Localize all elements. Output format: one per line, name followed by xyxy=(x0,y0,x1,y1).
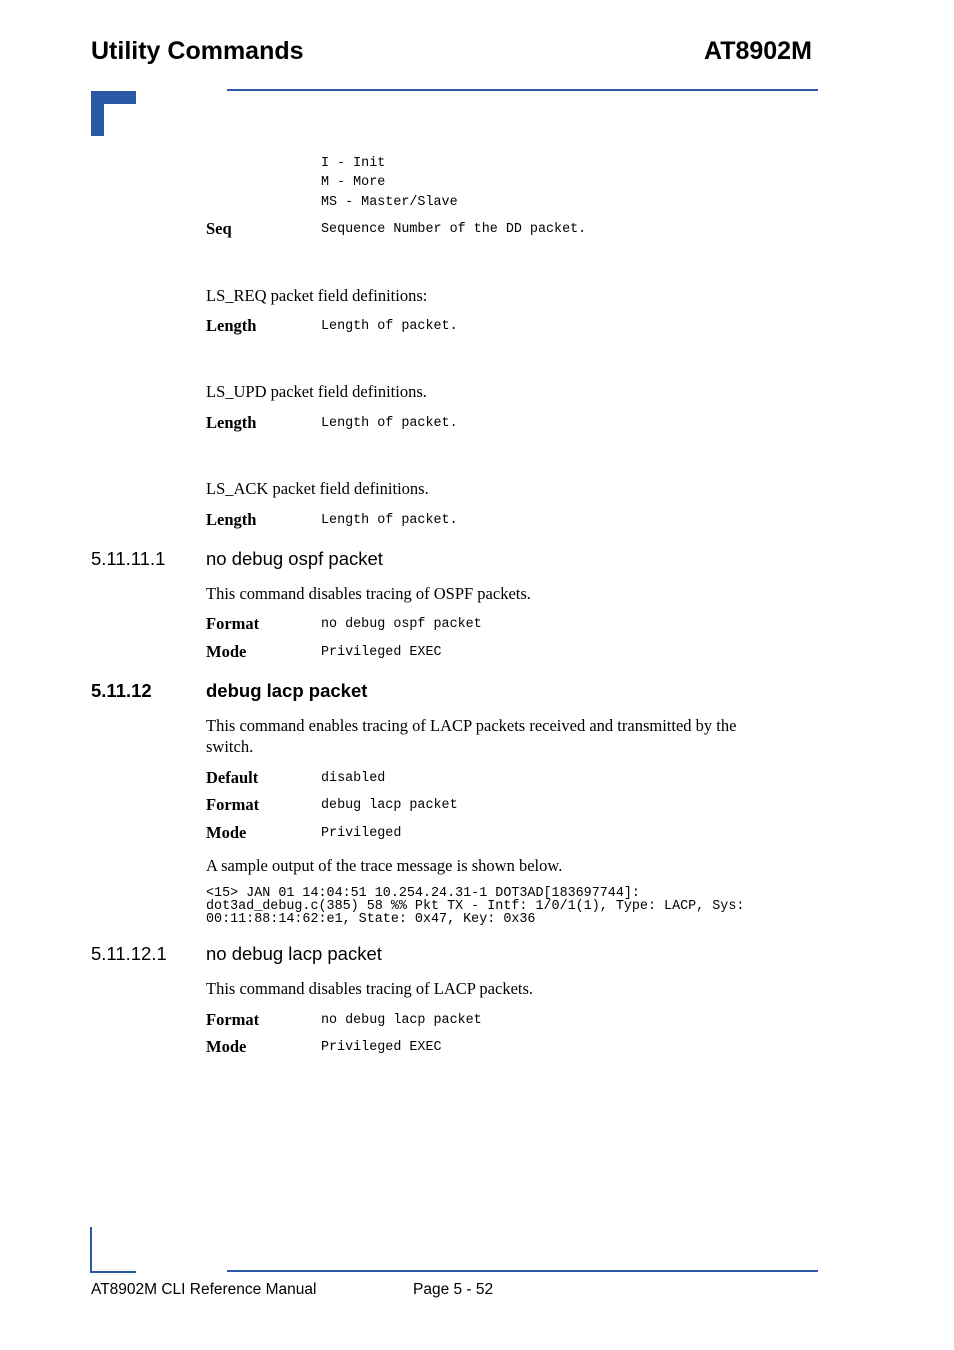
ls-req-intro: LS_REQ packet field definitions: xyxy=(206,286,428,305)
lacp-sample-line-1: <15> JAN 01 14:04:51 10.254.24.31-1 DOT3AD[183697744]: xyxy=(206,886,640,901)
section-number-5-11-12: 5.11.12 xyxy=(91,680,152,701)
no-ospf-description: This command disables tracing of OSPF packets. xyxy=(206,584,531,603)
header-rule xyxy=(227,89,818,91)
no-lacp-description: This command disables tracing of LACP packets. xyxy=(206,979,534,998)
lacp-format-label: Format xyxy=(206,795,260,814)
lacp-mode-label: Mode xyxy=(206,823,247,842)
no-lacp-format-label: Format xyxy=(206,1010,260,1029)
no-lacp-mode-label: Mode xyxy=(206,1037,247,1056)
footer-manual-title: AT8902M CLI Reference Manual xyxy=(91,1281,317,1298)
header-left-title: Utility Commands xyxy=(91,37,304,65)
lacp-sample-line-3: 00:11:88:14:62:e1, State: 0x47, Key: 0x36 xyxy=(206,912,536,927)
section-title-debug-lacp: debug lacp packet xyxy=(206,680,368,701)
code-line-more: M - More xyxy=(321,175,386,190)
section-title-no-debug-ospf: no debug ospf packet xyxy=(206,548,383,569)
corner-bracket-bottom xyxy=(90,1227,136,1273)
lacp-default-value: disabled xyxy=(321,771,386,786)
section-title-no-debug-lacp: no debug lacp packet xyxy=(206,943,382,964)
ls-req-length-label: Length xyxy=(206,316,257,335)
header-right-title: AT8902M xyxy=(704,37,812,65)
seq-label: Seq xyxy=(206,219,232,238)
code-line-init: I - Init xyxy=(321,156,386,171)
no-ospf-format-value: no debug ospf packet xyxy=(321,617,482,632)
footer-page-number: Page 5 - 52 xyxy=(413,1281,494,1298)
lacp-mode-value: Privileged xyxy=(321,826,402,841)
code-line-master-slave: MS - Master/Slave xyxy=(321,195,458,210)
corner-bracket-top xyxy=(91,91,136,136)
seq-value: Sequence Number of the DD packet. xyxy=(321,222,587,237)
lacp-default-label: Default xyxy=(206,768,259,787)
ls-ack-length-value: Length of packet. xyxy=(321,513,458,528)
lacp-description-line2: switch. xyxy=(206,737,254,756)
ls-ack-length-label: Length xyxy=(206,510,257,529)
no-lacp-mode-value: Privileged EXEC xyxy=(321,1040,442,1055)
lacp-sample-intro: A sample output of the trace message is shown below. xyxy=(206,856,563,875)
lacp-description-line1: This command enables tracing of LACP packets received and transmitted by the xyxy=(206,716,737,735)
ls-upd-length-value: Length of packet. xyxy=(321,416,458,431)
no-ospf-mode-label: Mode xyxy=(206,642,247,661)
no-ospf-mode-value: Privileged EXEC xyxy=(321,645,442,660)
lacp-sample-line-2: dot3ad_debug.c(385) 58 %% Pkt TX - Intf: 1/0/1(1), Type: LACP, Sys: xyxy=(206,899,745,914)
section-number-5-11-12-1: 5.11.12.1 xyxy=(91,943,167,964)
lacp-format-value: debug lacp packet xyxy=(321,798,458,813)
no-ospf-format-label: Format xyxy=(206,614,260,633)
footer-rule xyxy=(227,1270,818,1272)
ls-req-length-value: Length of packet. xyxy=(321,319,458,334)
ls-ack-intro: LS_ACK packet field definitions. xyxy=(206,479,429,498)
ls-upd-length-label: Length xyxy=(206,413,257,432)
ls-upd-intro: LS_UPD packet field definitions. xyxy=(206,382,427,401)
no-lacp-format-value: no debug lacp packet xyxy=(321,1013,482,1028)
section-number-5-11-11-1: 5.11.11.1 xyxy=(91,548,166,569)
